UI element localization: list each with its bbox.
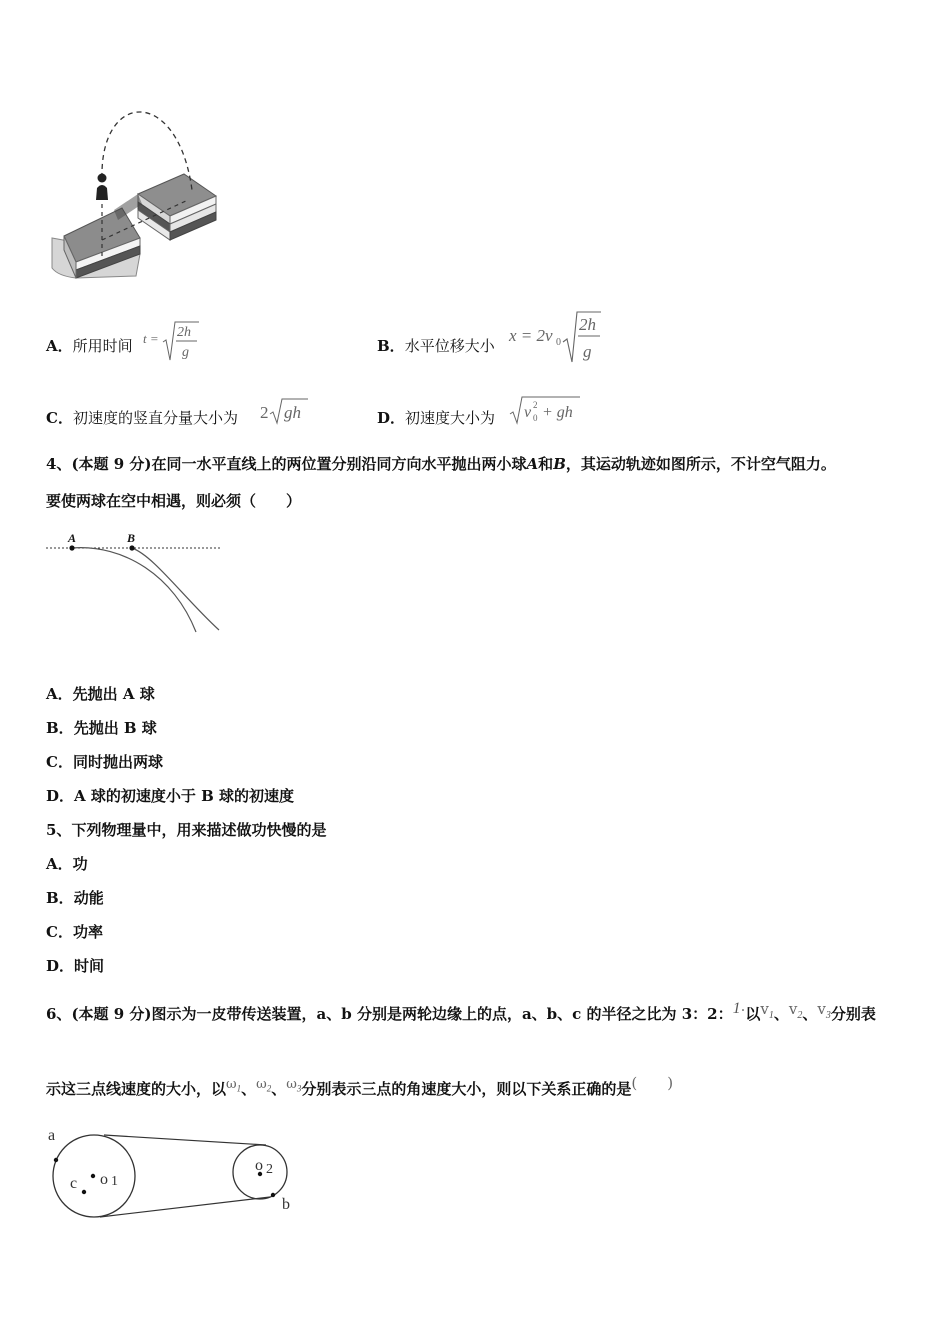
q6-dun4: 、: [271, 1080, 287, 1098]
q6-v3: v: [817, 1000, 826, 1018]
q6-w2: ω: [256, 1077, 267, 1092]
q4-stem-line2: [46, 491, 301, 511]
q3-option-d-text: 初速度大小为: [405, 409, 496, 427]
books-projectile-figure: [48, 108, 220, 286]
q6-w3: ω: [286, 1077, 297, 1092]
q4-option-a-label: A．: [46, 685, 73, 703]
formula-plus-gh: + gh: [542, 404, 573, 421]
q6-w1-sub: 1: [236, 1083, 242, 1094]
q6-stem-line1: 6、(本题 9 分)图示为一皮带传送装置，a、b 分别是两轮边缘上的点，a、b、c 的半径之比为 3：2：1·以$v_1$、$v_2$、$v_3$分别表: [46, 1000, 876, 1023]
q6-tag: (本题 9 分): [71, 1005, 152, 1023]
q6-w1: ω: [226, 1077, 237, 1092]
q3-option-c: [46, 408, 238, 428]
q6-text2: 示这三点线速度的大小，以: [46, 1080, 227, 1098]
q5-number: 5、: [46, 821, 72, 839]
q5-option-a-label: A．: [46, 855, 73, 873]
q3-option-c-label: C．: [46, 409, 73, 427]
label-b: b: [282, 1196, 290, 1213]
q4-option-b: [46, 718, 157, 738]
right-book-stack: [138, 174, 216, 240]
left-book-stack: [52, 208, 140, 278]
q4-option-c: [46, 752, 163, 772]
q6-v1: v: [760, 1000, 769, 1018]
q6-v1-sub: 1: [768, 1010, 774, 1021]
label-o2: o: [255, 1157, 263, 1174]
formula-num-b: 2h: [579, 315, 596, 334]
q6-v2-sub: 2: [797, 1010, 803, 1021]
q5-option-a-text: 功: [72, 855, 88, 873]
q3-option-a: [46, 336, 133, 356]
q6-w3-sub: 3: [296, 1083, 302, 1094]
point-c-dot: [82, 1190, 86, 1194]
formula-den-b: g: [583, 342, 592, 361]
q4-number: 4、: [46, 455, 72, 473]
label-o2-sub: 2: [266, 1162, 273, 1177]
formula-num: 2h: [177, 325, 191, 340]
point-b-dot: [271, 1193, 275, 1197]
q5-option-b-label: B．: [46, 889, 74, 907]
q6-text1: 图示为一皮带传送装置，a、b 分别是两轮边缘上的点，a、b、c 的半径之比为 3：2：: [151, 1005, 733, 1023]
q4-option-b-label: B．: [46, 719, 74, 737]
formula-coef: 2: [260, 403, 269, 422]
q4-text1: 在同一水平直线上的两位置分别沿同方向水平抛出两小球: [151, 455, 527, 473]
q5-option-a: [46, 854, 88, 874]
q4-option-a-text: 先抛出 A 球: [72, 685, 155, 703]
q4-option-c-label: C．: [46, 753, 73, 771]
q4-he: 和: [538, 455, 554, 473]
formula-v: v: [524, 404, 532, 421]
q4-tag: (本题 9 分): [71, 455, 152, 473]
o1-dot: [91, 1174, 95, 1178]
projectile-ball-icon: [96, 174, 108, 201]
formula-sup2: 2: [533, 400, 538, 410]
q6-belt-figure: [44, 1122, 300, 1226]
q4-ball-a: A: [526, 455, 539, 473]
q6-biao2: 分别表示三点的角速度大小，则以下关系正确的是: [301, 1080, 632, 1098]
belt-top: [104, 1135, 266, 1145]
q4-stem-line1: [46, 454, 836, 474]
q5-option-d-text: 时间: [74, 957, 105, 975]
q4-option-a: [46, 684, 155, 704]
q6-w2-sub: 2: [266, 1083, 272, 1094]
q5-option-d-label: D．: [46, 957, 75, 975]
q4-option-d-text: A 球的初速度小于 B 球的初速度: [74, 787, 294, 805]
q3-option-b-label: B．: [377, 337, 405, 355]
q3-option-a-label: A．: [46, 337, 73, 355]
q3-option-b-text: 水平位移大小: [404, 337, 495, 355]
formula-sub0: 0: [556, 337, 561, 348]
q4-option-d-label: D．: [46, 787, 75, 805]
q4-option-b-text: 先抛出 B 球: [73, 719, 157, 737]
q6-paren: ( ): [631, 1074, 674, 1092]
q6-stem-line2: [46, 1074, 674, 1105]
q3-option-c-text: 初速度的竖直分量大小为: [72, 409, 238, 427]
formula-gh: gh: [284, 403, 301, 422]
q6-v2: v: [788, 1000, 798, 1018]
label-a: A: [68, 531, 77, 545]
q4-option-d: [46, 786, 294, 806]
point-a: [69, 545, 74, 550]
q4-option-c-text: 同时抛出两球: [72, 753, 163, 771]
q5-option-b-text: 动能: [73, 889, 104, 907]
curve-a: [72, 548, 196, 632]
q6-ratio-end: 1: [732, 1000, 741, 1017]
q5-option-d: [46, 956, 104, 976]
curve-b: [132, 548, 219, 630]
q4-trajectory-figure: [44, 526, 224, 638]
q5-option-c-label: C．: [46, 923, 73, 941]
q4-text2: ，其运动轨迹如图所示，不计空气阻力。: [565, 455, 836, 473]
q5-text: 下列物理量中，用来描述做功快慢的是: [71, 821, 327, 839]
label-c: c: [70, 1175, 78, 1192]
q3-option-d: [377, 408, 495, 428]
formula-den: g: [182, 345, 189, 360]
q4-text3: 要使两球在空中相遇，则必须（ ）: [46, 492, 302, 510]
q3-option-b: [377, 336, 495, 356]
point-a-dot: [54, 1158, 58, 1162]
q6-dun1: 、: [773, 1005, 789, 1023]
q5-option-b: [46, 888, 104, 908]
q5-stem: [46, 820, 326, 840]
q3-formula-time: [143, 318, 201, 364]
q6-dun2: 、: [802, 1005, 818, 1023]
formula-t-lhs: t =: [143, 331, 159, 346]
q6-dun3: 、: [241, 1080, 257, 1098]
formula-sub0-d: 0: [533, 413, 538, 423]
q5-option-c: [46, 922, 103, 942]
q6-biao1: 分别表: [830, 1005, 876, 1023]
q4-ball-b: B: [553, 455, 566, 473]
label-b: B: [127, 531, 136, 545]
q6-yi1: 以: [745, 1005, 761, 1023]
label-o1-sub: 1: [111, 1174, 118, 1189]
formula-x-lhs: x = 2v: [509, 326, 553, 345]
q3-formula-displacement: [507, 308, 603, 366]
label-a: a: [48, 1127, 56, 1144]
belt-bottom: [100, 1197, 270, 1217]
q3-option-d-label: D．: [377, 409, 406, 427]
q3-option-a-text: 所用时间: [72, 337, 133, 355]
q3-formula-speed: [508, 394, 582, 426]
q6-number: 6、: [46, 1005, 72, 1023]
point-b: [129, 545, 134, 550]
q3-formula-vertical: [258, 396, 310, 426]
q6-v3-sub: 3: [825, 1010, 831, 1021]
q5-option-c-text: 功率: [72, 923, 103, 941]
label-o1: o: [100, 1171, 108, 1188]
